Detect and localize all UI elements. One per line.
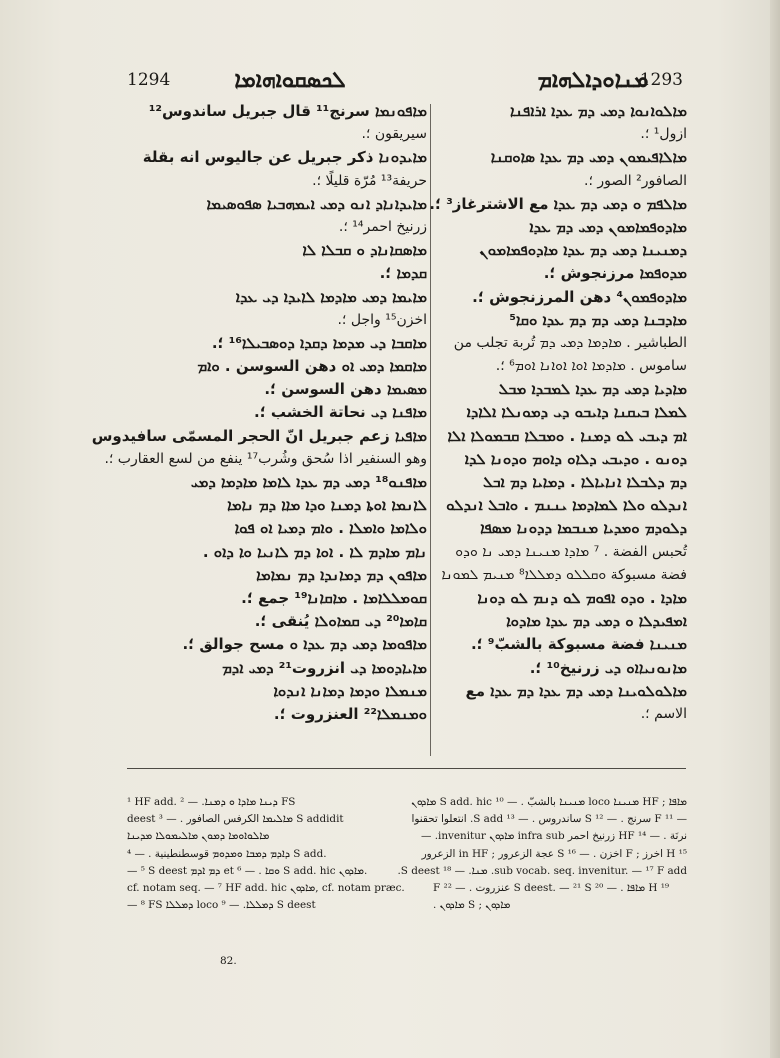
text-line: ܩܐܡܐ²⁰ ܕܝ ܩܡܐܘܠܐ يُنقى ؛. bbox=[254, 612, 427, 631]
text-line: ܡܐܝܕܘܢܐ ذكر جبريل عن جاليوس انه بقلة bbox=[142, 148, 427, 167]
text-line: ܕܡ ܕܠܒܠܐ ܐܢܐܝܐܠܐ . ܕܡܐܝܐ ܕܡ ܐܒܠ bbox=[482, 473, 687, 491]
footnote-line: — ¹¹ F سرنج . — ¹² S ساندروس . — ¹³ S add. انتعلوا تحقنوا bbox=[411, 813, 687, 826]
text-line: ܡܐܦܢܘ¹⁸ ܕܡܝ ܕܡ ܥܕܐ ܠܐܡܐ ܡܐܕܡܐ ܕܡܝ bbox=[190, 473, 427, 491]
footnote-line: ܡܐܦܐ ; HF ܡܢܝܢܐ loco ܡܢܝܢܐ بالشبّ . — ¹⁰ S add. hic ܡܐܕܘܢ bbox=[411, 796, 687, 808]
text-line: زرنيخ احمر¹⁴ ؛. bbox=[338, 218, 427, 235]
text-line: ܩܘܡܠܠܐܡܐ . ܡܐܩܐܢܐ¹⁹ جمع ؛. bbox=[241, 588, 427, 607]
footnote-line: ܡܐܕܘܢ ; S ܡܐܕܘܢ . bbox=[433, 899, 511, 912]
text-line: حريفة¹³ مُرّة قليلًا ؛. bbox=[312, 172, 427, 189]
text-line: ܡܕܘܦܡܐ مرزنجوش ؛. bbox=[543, 264, 687, 283]
text-line: ܡܐܦܝܐ زعم جبريل انّ الحجر المسمّى سافيدوس bbox=[91, 426, 427, 445]
footnotes-right bbox=[397, 794, 687, 914]
text-line: ܡܢܡܠܐ ܘܕܡܐ ܕܡܐܢܐ ܐܢܕܘܐ bbox=[273, 681, 427, 700]
footnote-line: ¹⁵ H اخرز ; F اخزن . — ¹⁶ S عجة الزعرور ; in HF الزعرور bbox=[421, 847, 687, 860]
footnote-line: sub vocab. seq. invenitur. — ¹⁷ F add. ܡܢܐ. — ¹⁸ S deest. bbox=[397, 864, 687, 877]
text-line: ܡܐܠܐܦܝܡܘܢ ܕܡܝ ܕܡ ܥܕܐ ܣܐܘܩܢܐ bbox=[490, 148, 687, 167]
text-line: ܡܐܩܒܐ ܕܝ ܡܕܡܐ ܕܩܕܐ ܕܘܣܒܝܠܐ¹⁶ ؛. bbox=[211, 333, 427, 352]
page-edge bbox=[770, 0, 780, 1058]
right-column bbox=[429, 100, 687, 726]
text-line: ܡܐܕܒܢܐ ܕܡܝ ܕܡ ܕܡ ܥܕܐ ܘܩܐ⁵ bbox=[509, 310, 687, 329]
text-line: اخزن¹⁵ واجل ؛. bbox=[337, 311, 427, 328]
text-line: تُحبس الفضة . ⁷ ܡܐܕܐ ܡܢܝܢܐ ܕܡܝ ܢܐ ܘܕܘ bbox=[455, 543, 687, 560]
text-line: ازول¹ ؛. bbox=[640, 126, 687, 143]
text-line: ܡܐܝܡܐ ܕܡܝ ܡܐܕܡܐ ܠܐܝܕܐ ܕܝ ܥܕܐ bbox=[235, 287, 427, 306]
text-line: ܕܘܢܘ . ܘܕܝܒܝ ܕܠܐܘ ܕܐܘܡ ܘܕܘܢܐ ܠܕܐ bbox=[464, 449, 687, 468]
footnote-line: — ⁸ FS ܕܡܠܠܐ loco ܕܡܠܠܐ. — ⁹ S deest bbox=[127, 899, 316, 912]
text-line: ܠܐܢܡܐ ܐܘܬܐ ܕܡܢܐ ܘܕܐ ܡܐܐ ܕܡ ܢܐܡܐ bbox=[227, 496, 427, 515]
text-line: ܡܐܝܐܕܘܡܐ ܕܝ انزروت²¹ ܕܡܝ ܐܕܡ bbox=[222, 658, 427, 677]
text-line: فضة مسبوكة ܘܩܠܠܘ ܕܡܠܠܐ⁸ ܡܢܝܡ ܠܡܘܢܐ bbox=[441, 566, 687, 583]
text-line: ܡܣܝܡܐ دهن السوسن ؛. bbox=[264, 380, 427, 399]
text-line: ܘܠܐܡܐ ܘܐܡܠܐ . ܘܐܡ ܕܡܝܐ ܐܘ ܦܘܐ bbox=[234, 519, 427, 538]
text-line: ܡܐܣܩܐܢܐܕ ܘ ܩܒܠܐ ܠܐ bbox=[302, 241, 427, 260]
footnote-line: ܡܐܠܘܐܘܡܐ ܕܡܘܢ ܡܐܠܝܡܘܠܐ ܡܕܝܢܐ bbox=[127, 830, 270, 843]
text-line: ܡܐܕܐ . ܘܕܘ ܐܦܘܡ ܠܘ ܕܢܡ ܠܘ ܕܘܢܐ bbox=[477, 588, 687, 607]
text-line: ܢܐܡ ܡܐܕܡ ܠܐ . ܐܘܐ ܕܡ ܠܐܢܝܐ ܘܐ ܕܐܘ . bbox=[202, 542, 427, 561]
text-line: سيريقون ؛. bbox=[361, 126, 427, 143]
text-line: وهو السنفير اذا سُحق وشُرب¹⁷ ينفع من لسع العقارب ؛. bbox=[104, 450, 427, 467]
text-line: ܡܐܦܘܢ ܕܡ ܕܡܐܢܕܐ ܕܡ ܢܡܐܡܐ bbox=[256, 565, 427, 584]
right-running-title: ܡܢܐܘܕܐܠܗܐܡ bbox=[537, 68, 649, 93]
text-line: ܐܢܕܠܘ ܘܠܐ ܠܡܐܕܡܐ ܝܢܢܡ . ܘܐܒܠ ܐܢܕܠܘ bbox=[446, 496, 687, 515]
text-line: ܡܐܢܘܢܝܐܐܘ ܕܝ زرنيخ¹⁰ ؛. bbox=[529, 658, 687, 677]
text-line: ܡܐܝܕܐܢܐܕ ܐܢܘ ܕܡܝ ܐܝܡܗܒܝܐ ܣܦܘܣܝܡܐ bbox=[206, 194, 427, 213]
text-line: ܡܢܝܢܐ فضة مسبوكة بالشبّ⁹ ؛. bbox=[470, 635, 687, 654]
text-line: الاسم ؛. bbox=[640, 705, 687, 722]
text-line: ܩܕܡܐ ؛. bbox=[379, 264, 427, 283]
text-line: الطباشير . ܡܐܕܡܐ ܕܡܝ ܕܡ تُربة تجلب من bbox=[453, 334, 687, 351]
text-line: ܡܐܕܘܦܡܘܢ⁴ دهن المرزنجوش ؛. bbox=[472, 287, 687, 306]
text-line: ܠܡܠܐ ܒܝܩܢܐ ܕܐܝܒܘ ܕܝ ܕܡܘܢܠܐ ܐܠܐܕܐ bbox=[466, 403, 687, 422]
text-line: ܡܐܦܢܐ ܕܝ نحاتة الخشب ؛. bbox=[254, 403, 427, 422]
footnotes-left bbox=[127, 794, 427, 914]
footnote-line: ¹⁹ H ܡܐܦܐ . — ²⁰ S deest. — ²¹ S عنزروت . — ²² F bbox=[433, 881, 670, 894]
text-line: ܐܡܦܝܕܠܐ ܘ ܕܡܝ ܕܡ ܥܕܐ ܡܐܕܘܐ bbox=[506, 612, 687, 631]
left-column bbox=[91, 100, 427, 726]
text-line: ܡܐܕܝܐ ܕܡܝ ܕܡ ܥܕܐ ܠܡܒܕܐ ܡܒܠ bbox=[498, 380, 687, 399]
footnote-line: ܕܐܕܡ ܕܡܒܐ ܘܡܕܘܡ قوسطنطينية . — ⁴ S add. bbox=[127, 847, 327, 860]
footnote-line: — ⁵ S deest ܕܡ ܐܕܡ et ܘܩܐ . — ⁶ S add. hic ܡܐܕܘܢ. bbox=[127, 864, 368, 877]
left-running-title: ܠܟܣܩܘܐܗܐܡܐ bbox=[234, 68, 346, 93]
footnote-line: ¹ HF add. ܕܝܢܐ ܡܐܕܐ ܘ ܕܡܢܐ. — ² FS bbox=[127, 796, 296, 808]
text-line: ܘܡܢܡܠܐ²² العنزروت ؛. bbox=[273, 704, 427, 723]
left-page-number: 1294 bbox=[127, 70, 171, 90]
text-line: ܕܠܘܕܡ ܘܡܕܝܐ ܡܢܒܡܐ ܕܕܘܢܐ ܡܣܦܐ bbox=[480, 519, 687, 538]
text-line: ܐܡ ܕܝܒܝ ܠܘ ܕܡܢܐ . ܘܡܒܠܐ ܩܒܡܘܠܐ ܐܠܐ bbox=[447, 426, 687, 445]
footnote-rule bbox=[127, 768, 686, 769]
text-line: ܡܐܠܘܠܘܝܢܐ ܕܡܝ ܕܡ ܥܕܐ ܕܡ ܥܕܐ مع bbox=[465, 681, 687, 700]
text-line: ܡܐܠܘܐܢܘܐ ܕܡܝ ܕܡ ܥܕܐ ܐܪܐܦܢܐ bbox=[510, 102, 687, 120]
text-line: ܡܐܕܘܦܡܐܡܘܢ ܕܡܝ ܕܡ ܥܕܐ bbox=[529, 217, 687, 236]
text-line: ܡܐܦܘܡܐ ܕܡܝ ܕܡ ܥܕܐ ܘ مسح جوالق ؛. bbox=[182, 635, 427, 654]
signature-mark: 82. bbox=[220, 955, 237, 967]
text-line: الصافور² الصور ؛. bbox=[584, 172, 687, 189]
text-line: ܡܐܩܡܐ ܕܡܝ ܐܘ دهن السوسن . ܘܐܡ bbox=[197, 357, 427, 376]
text-line: ܕܡܢܝܢܐ ܕܡܝ ܕܡ ܥܕܐ ܡܐܕܘܦܡܐܡܘܢ bbox=[479, 241, 687, 260]
right-page-number: 1293 bbox=[639, 70, 683, 90]
footnote-line: cf. notam seq. — ⁷ HF add. hic ܡܐܕܘܢ, cf. notam præc. bbox=[127, 881, 405, 894]
footnote-line: نرنَة . — ¹⁴ HF زرنيخ احمر infra sub ܡܐܕܘܢ invenitur. — bbox=[421, 830, 687, 843]
text-line: ܡܐܦܘܢܡܐ سرنج¹¹ قال جبريل ساندوس¹² bbox=[148, 102, 427, 120]
text-line: ܡܐܠܦܡ ܘ ܕܡܝ ܕܡ ܥܕܐ مع الاشترغاز³ ؛. bbox=[429, 194, 687, 213]
text-line: ساموس . ܡܐܕܡܐ ܐܘܐ ܐܘܐܢܐ ܐܘܡ⁶ ؛. bbox=[495, 358, 687, 375]
footnote-line: deest ܡܐܠܝܡܐ الكرفس الصافور . — ³ S addidit bbox=[127, 813, 344, 826]
